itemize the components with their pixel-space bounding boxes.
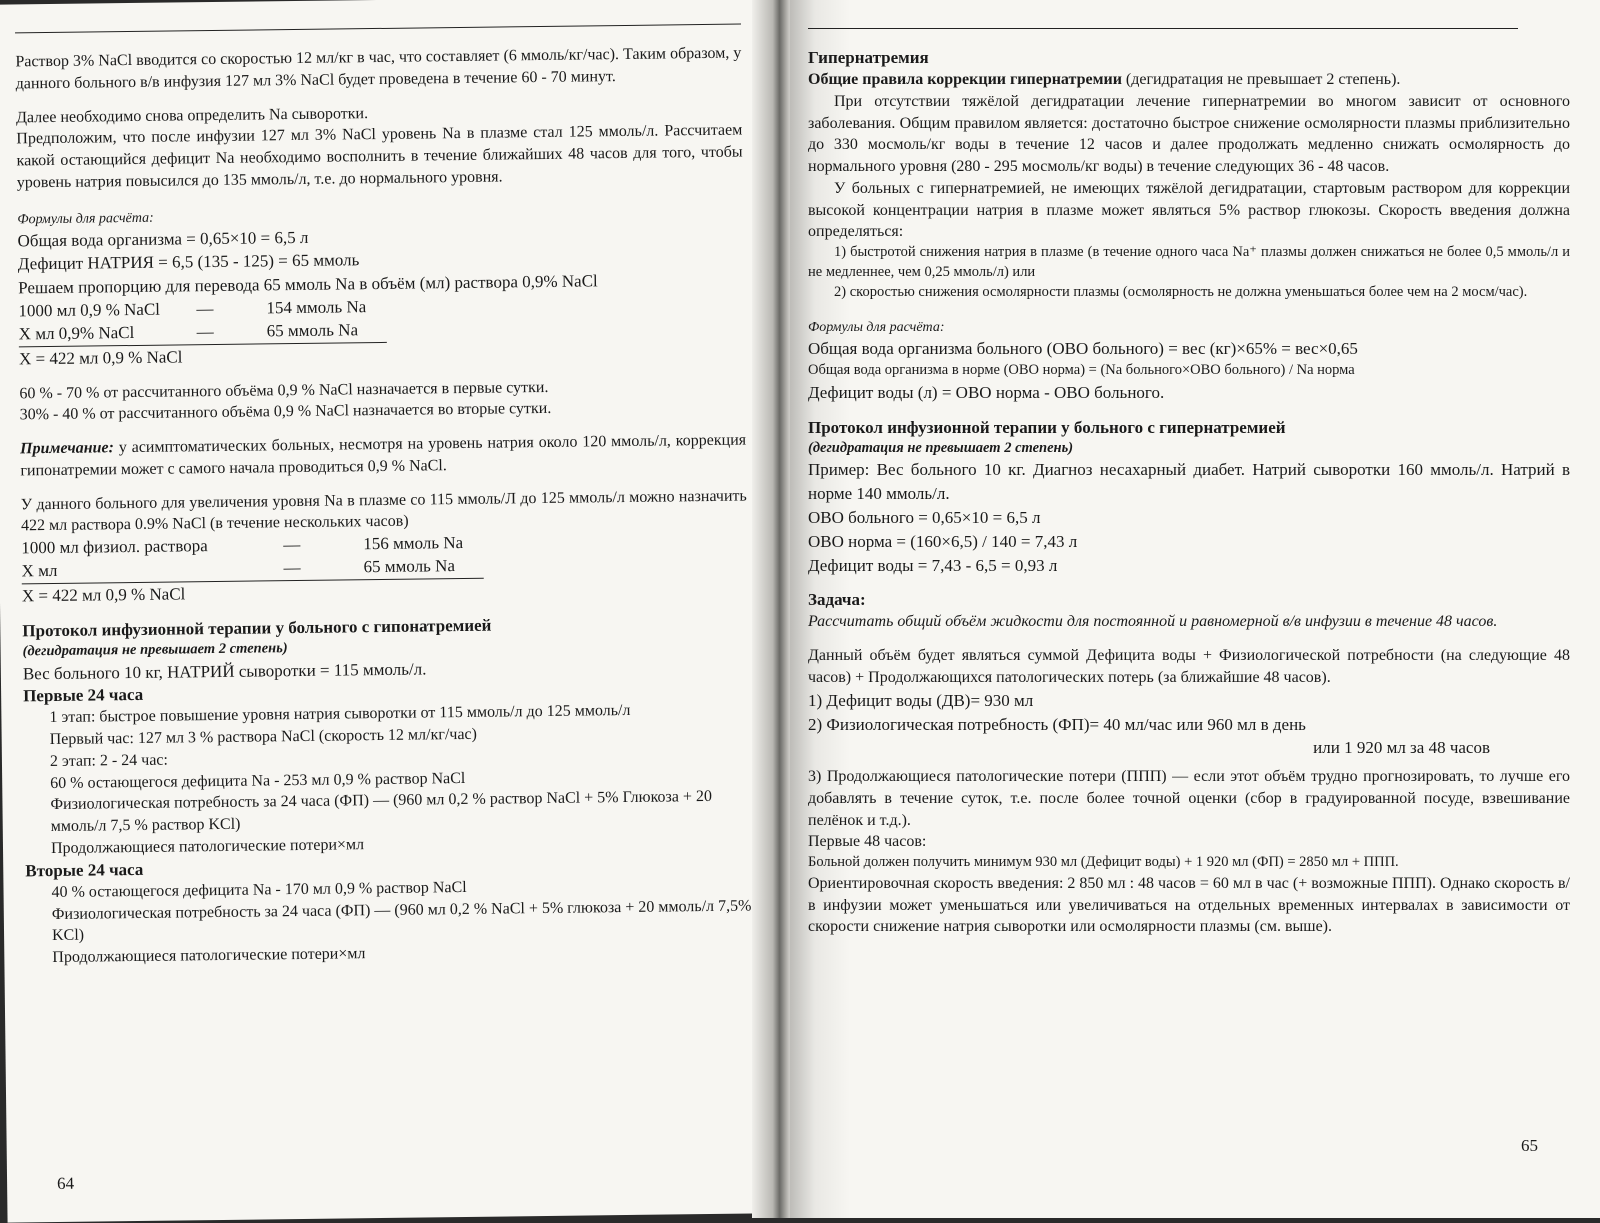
section-heading: Протокол инфузионной терапии у больного с гипонатремией <box>22 615 492 641</box>
paragraph: При отсутствии тяжёлой дегидратации лечение гипернатремии во многом зависит от основного заболевания. Общим правилом является: достаточно быстрое снижение осмолярности плазмы приблизительно до 330 мосмоль/кг воды в течение 12 часов и далее продолжать медленно снижать осмолярность до нормального уровня (280 - 295 мосмоль/кг воды) в течение следующих 36 - 48 часов. <box>808 92 1570 176</box>
list-item: 2) Физиологическая потребность (ФП)= 40 мл/час или 960 мл в день <box>808 714 1306 734</box>
paragraph: 30% - 40 % от рассчитанного объёма 0,9 % NaCl назначается во вторые сутки. <box>19 400 552 424</box>
task-text: Рассчитать общий объём жидкости для постоянной и равномерной в/в инфузии в течение 48 часов. <box>808 613 1498 631</box>
paragraph: Далее необходимо снова определить Na сыворотки. <box>15 104 369 126</box>
note-text: у асимптоматических больных, несмотря на уровень натрия около 120 ммоль/л, коррекция гипонатремии может с самого начала проводиться 0,9 % NaCl. <box>20 431 747 480</box>
paragraph: Ориентировочная скорость введения: 2 850 мл : 48 часов = 60 мл в час (+ возможные ППП). Однако скорость в/в инфузии может уменьшаться или увеличиваться на отдельных временных интервалах в зависимости от скорости снижение натрия сыворотки или осмолярности плазмы (см. выше). <box>808 874 1570 936</box>
page-right <box>790 0 1600 1218</box>
formula-label: Формулы для расчёта: <box>808 320 945 336</box>
paragraph: 60 % - 70 % от рассчитанного объёма 0,9 % NaCl назначается в первые сутки. <box>19 378 549 402</box>
subsection-heading: Первые 24 часа <box>23 685 144 706</box>
formula-line: ОВО норма = (160×6,5) / 140 = 7,43 л <box>808 531 1078 551</box>
top-rule <box>808 28 1518 29</box>
paragraph: Первые 48 часов: <box>808 833 927 851</box>
proportion-row: 1000 мл физиол. раствора — 156 ммоль Na <box>21 533 464 558</box>
page-number: 65 <box>1521 1136 1538 1155</box>
paragraph: У данного больного для увеличения уровня Na в плазме со 115 ммоль/Л до 125 ммоль/л можно назначить 422 мл раствора 0.9% NaCl (в течение нескольких часов) <box>20 487 747 535</box>
proportion-row: 1000 мл 0,9 % NaCl — 154 ммоль Na <box>18 297 367 321</box>
rules-line: Общие правила коррекции гипернатремии (дегидратация не превышает 2 степень). <box>808 71 1401 89</box>
formula-line: Общая вода организма в норме (ОВО норма) = (Na больного×ОВО больного) / Na норма <box>808 362 1355 379</box>
paragraph: Раствор 3% NaCl вводится со скоростью 12 мл/кг в час, что составляет (6 ммоль/кг/час). Таким образом, у данного больного в/в инфузия 127 мл 3% NaCl будет проведена в течение 60 - 70 минут. <box>15 44 742 93</box>
page-left <box>0 0 768 1223</box>
proportion-row: X мл 0,9% NaCl — 65 ммоль Na <box>19 314 745 347</box>
list-item: 60 % остающегося дефицита Na - 253 мл 0,9 % раствор NaCl <box>50 769 466 792</box>
section-subheading: (дегидратация не превышает 2 степень) <box>808 439 1074 456</box>
list-item: Первый час: 127 мл 3 % раствора NaCl (скорость 12 мл/кг/час) <box>49 726 478 749</box>
paragraph: У больных с гипернатремией, не имеющих тяжёлой дегидратации, стартовым раствором для коррекции высокой концентрации натрия в плазме может являться 5% раствор глюкозы. Скорость введения должна определяться: <box>808 179 1570 241</box>
proportion-result: X = 422 мл 0,9 % NaCl <box>21 584 186 606</box>
list-item: Продолжающиеся патологические потери×мл <box>52 945 366 967</box>
section-subheading: (дегидратация не превышает 2 степень) <box>22 639 288 660</box>
formula-line: Дефицит воды = 7,43 - 6,5 = 0,93 л <box>808 555 1058 575</box>
paragraph: Данный объём будет являться суммой Дефицита воды + Физиологической потребности (на следующие 48 часов) + Продолжающихся патологических потерь (за ближайшие 48 часов). <box>808 647 1570 686</box>
task-title: Задача: <box>808 590 866 610</box>
top-rule <box>15 24 741 34</box>
note-label: Примечание: <box>20 439 115 458</box>
paragraph: 2) скоростью снижения осмолярности плазмы (осмолярность не должна уменьшаться более чем на 2 мосм/час). <box>834 283 1528 300</box>
formula-line: Дефицит воды (л) = ОВО норма - ОВО больного. <box>808 382 1165 402</box>
formula-line: Общая вода организма больного (ОВО больного) = вес (кг)×65% = вес×0,65 <box>808 339 1358 359</box>
list-item: 1) Дефицит воды (ДВ)= 930 мл <box>808 690 1034 710</box>
list-item: 40 % остающегося дефицита Na - 170 мл 0,9 % раствор NaCl <box>51 878 467 901</box>
formula-line: Решаем пропорцию для перевода 65 ммоль Na в объём (мл) раствора 0,9% NaCl <box>18 271 598 298</box>
formula-line: ОВО больного = 0,65×10 = 6,5 л <box>808 508 1041 527</box>
formula-line: Общая вода организма = 0,65×10 = 6,5 л <box>17 227 309 250</box>
paragraph: 1) быстротой снижения натрия в плазме (в течение одного часа Na⁺ плазмы должен снижаться не более 0,5 ммоль/л и не медленнее, чем 0,25 ммоль/л) или <box>808 244 1570 280</box>
subsection-heading: Вторые 24 часа <box>25 859 144 881</box>
list-item: или 1 920 мл за 48 часов <box>1313 738 1490 758</box>
page-number: 64 <box>56 1173 75 1193</box>
formula-label: Формулы для расчёта: <box>17 210 154 227</box>
formula-line: Дефицит НАТРИЯ = 6,5 (135 - 125) = 65 ммоль <box>17 250 360 274</box>
paragraph: Вес больного 10 кг, НАТРИЙ сыворотки = 115 ммоль/л. <box>22 659 427 683</box>
list-item: Физиологическая потребность за 24 часа (ФП) — (960 мл 0,2 % NaCl + 5% глюкоза + 20 ммоль/л 7,5% KCl) <box>51 897 752 945</box>
paragraph: Больной должен получить минимум 930 мл (Дефицит воды) + 1 920 мл (ФП) = 2850 мл + ППП. <box>808 854 1399 871</box>
page-title: Гипернатремия <box>808 48 929 67</box>
section-heading: Протокол инфузионной терапии у больного с гипернатремией <box>808 417 1286 437</box>
proportion-result: X = 422 мл 0,9 % NaCl <box>18 347 183 369</box>
list-item: 2 этап: 2 - 24 час: <box>49 751 169 771</box>
paragraph: Пример: Вес больного 10 кг. Диагноз несахарный диабет. Натрий сыворотки 160 ммоль/л. Натрий в норме 140 ммоль/л. <box>808 460 1570 504</box>
list-item: Продолжающиеся патологические потери×мл <box>50 836 365 858</box>
paragraph: 3) Продолжающиеся патологические потери (ППП) — если этот объём трудно прогнозировать, то лучше его добавлять в течение суток, т.е. после более точной оценки (сбор в градуированной посуде, взвешивание пелёнок и т.д.). <box>808 768 1570 829</box>
paragraph: Предположим, что после инфузии 127 мл 3% NaCl уровень Na в плазме стал 125 ммоль/л. Рассчитаем какой остающийся дефицит Na необходимо восполнить в течение ближайших 48 часов для того, чтобы уровень натрия повысился до 135 ммоль/л, т.е. до нормального уровня. <box>16 121 743 192</box>
proportion-row: X мл — 65 ммоль Na <box>21 552 747 585</box>
list-item: Физиологическая потребность за 24 часа (ФП) — (960 мл 0,2 % раствор NaCl + 5% Глюкоза + 20 ммоль/л 7,5 % раствор KCl) <box>50 788 713 836</box>
list-item: 1 этап: быстрое повышение уровня натрия сыворотки от 115 ммоль/л до 125 ммоль/л <box>49 702 631 727</box>
